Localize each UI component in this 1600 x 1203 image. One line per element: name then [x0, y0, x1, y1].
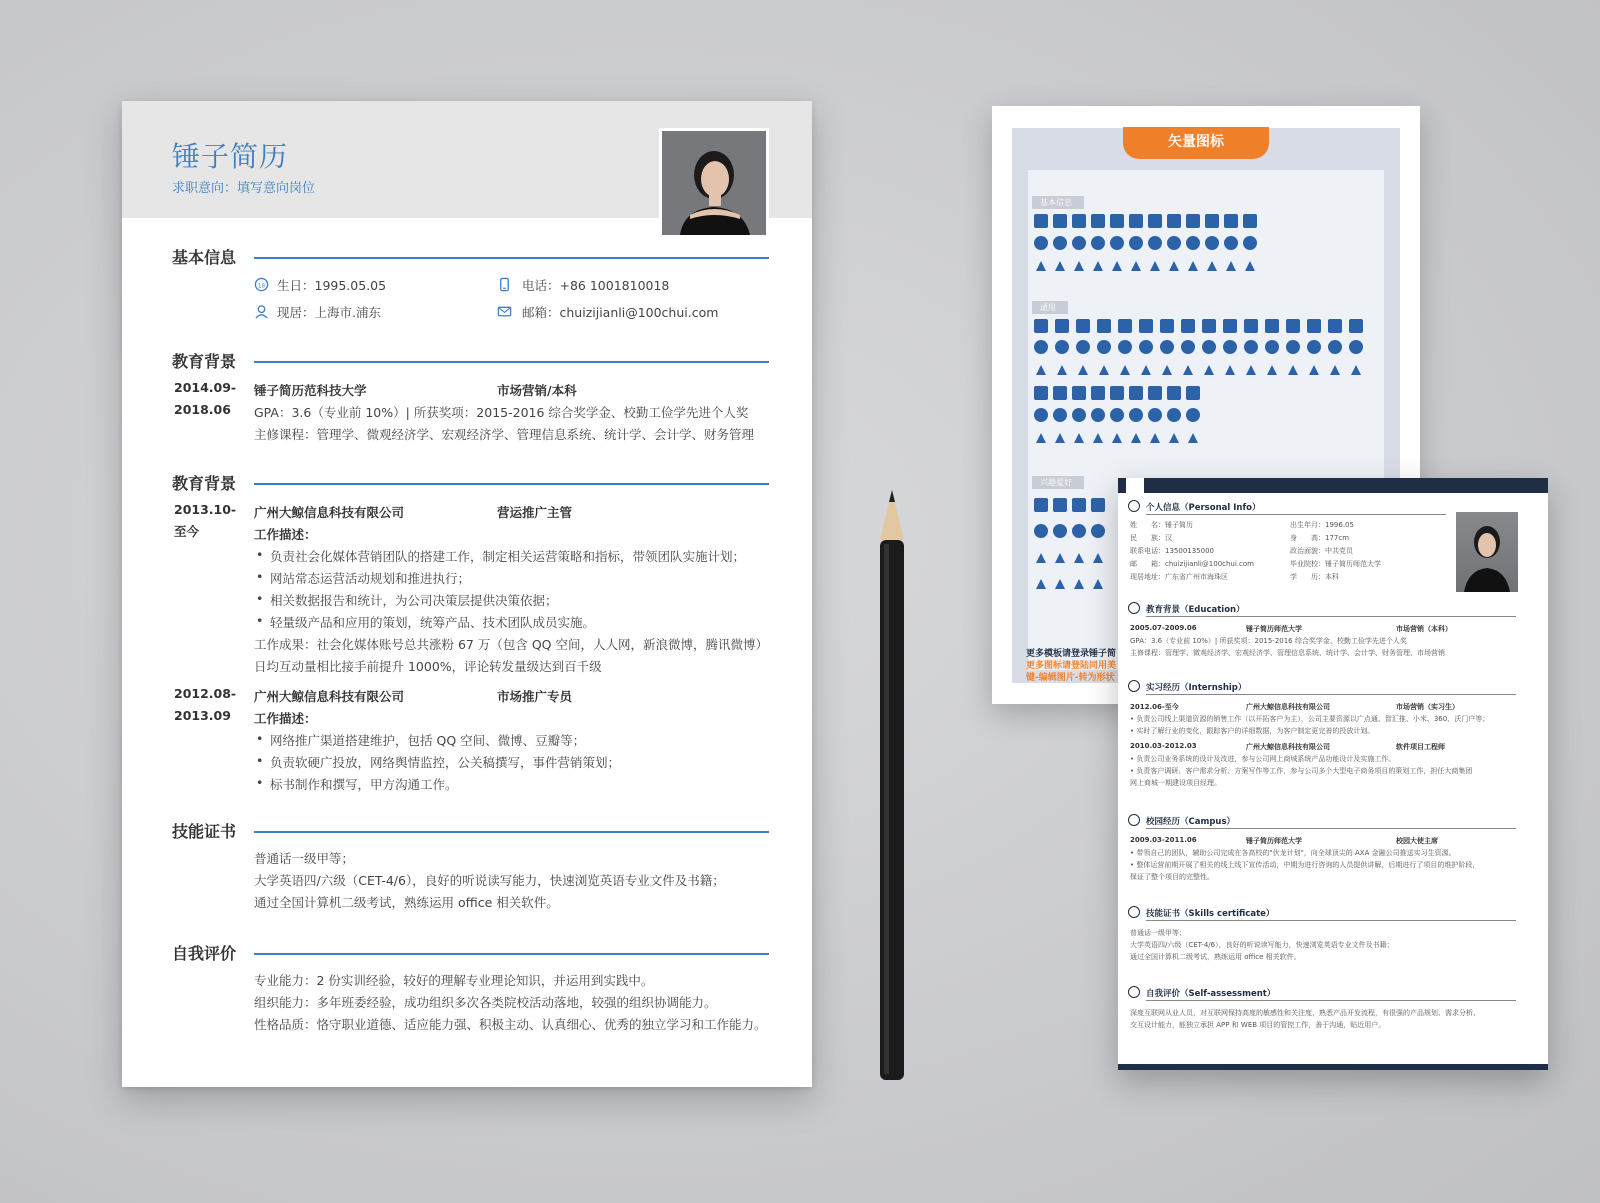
- template-icon: [1167, 408, 1181, 422]
- mini-info: 邮 箱：chuizijianli@100chui.com: [1130, 560, 1254, 568]
- birthday-text: 生日：1995.05.05: [277, 278, 387, 293]
- template-icon: [1053, 430, 1067, 444]
- section-divider: [254, 361, 769, 363]
- section-divider: [254, 483, 769, 485]
- template-icon: [1160, 362, 1174, 376]
- template-icon: [1186, 214, 1200, 228]
- template-icon: [1053, 258, 1067, 272]
- mini-date: 2005.07-2009.06: [1130, 624, 1197, 632]
- job2-bullet: • 网络推广渠道搭建维护，包括 QQ 空间、微博、豆瓣等；: [270, 731, 585, 749]
- template-icon: [1224, 258, 1238, 272]
- template-icon: [1202, 340, 1216, 354]
- template-icon: [1286, 340, 1300, 354]
- template-icon: [1091, 550, 1105, 564]
- birthday-icon: [254, 277, 269, 292]
- template-icon: [1148, 408, 1162, 422]
- template-icon: [1307, 362, 1321, 376]
- mini-divider: [1146, 920, 1516, 921]
- internship-icon: [1128, 680, 1140, 692]
- template-icon: [1265, 340, 1279, 354]
- template-icon: [1286, 362, 1300, 376]
- template-icon: [1034, 408, 1048, 422]
- template-icon: [1076, 319, 1090, 333]
- template-icon: [1181, 319, 1195, 333]
- template-icon: [1202, 362, 1216, 376]
- mini-divider: [1146, 828, 1516, 829]
- mini-info: 身 高：177cm: [1290, 534, 1350, 542]
- template-icon: [1223, 362, 1237, 376]
- icon-group-label: 通用: [1032, 301, 1068, 314]
- template-icon: [1160, 319, 1174, 333]
- template-icon: [1034, 258, 1048, 272]
- residence-text: 现居：上海市.浦东: [277, 305, 381, 320]
- mini-divider: [1146, 616, 1516, 617]
- job1-company: 广州大鲸信息科技有限公司: [254, 505, 405, 520]
- template-icon: [1139, 362, 1153, 376]
- template-icon: [1160, 340, 1174, 354]
- campus-icon: [1128, 814, 1140, 826]
- job-intent: 求职意向：填写意向岗位: [172, 181, 316, 196]
- template-icon: [1072, 258, 1086, 272]
- template-icon: [1181, 362, 1195, 376]
- mini-date: 2010.03-2012.03: [1130, 742, 1197, 750]
- mini-divider: [1146, 1000, 1516, 1001]
- skill-line: 通过全国计算机二级考试，熟练运用 office 相关软件。: [254, 895, 559, 910]
- template-icon: [1307, 340, 1321, 354]
- template-icon: [1034, 430, 1048, 444]
- template-icon: [1053, 524, 1067, 538]
- skills-icon: [1128, 906, 1140, 918]
- template-icon: [1139, 340, 1153, 354]
- template-icon: [1053, 236, 1067, 250]
- template-icon: [1186, 408, 1200, 422]
- edu-gpa: GPA：3.6（专业前 10%）| 所获奖项：2015-2016 综合奖学金、校勤工俭学先进个人奖: [254, 405, 749, 420]
- self-line: 性格品质：恪守职业道德、适应能力强、积极主动、认真细心、优秀的独立学习和工作能力。: [254, 1017, 767, 1032]
- template-icon: [1097, 319, 1111, 333]
- template-icon: [1118, 340, 1132, 354]
- template-icon: [1034, 386, 1048, 400]
- template-icon: [1328, 319, 1342, 333]
- job1-bullet: • 网站常态运营活动规划和推进执行；: [270, 569, 470, 587]
- template-icon: [1148, 258, 1162, 272]
- template-icon: [1286, 319, 1300, 333]
- job2-date-end: 2013.09: [174, 708, 231, 723]
- mini-section-personal: 个人信息（Personal Info）: [1146, 503, 1261, 513]
- template-icon: [1091, 214, 1105, 228]
- template-icon: [1072, 576, 1086, 590]
- mini-info: 姓 名：锤子简历: [1130, 521, 1193, 529]
- mini-school: 锤子简历师范大学: [1246, 837, 1302, 845]
- mini-text: • 整体运营前期开展了相关的线上线下宣传活动，中期为进行咨询的人员提供讲解，后期进行了项目的维护阶段，: [1130, 861, 1480, 869]
- template-icon: [1129, 408, 1143, 422]
- promo-text: 更多图标请登陆同用美: [1026, 661, 1117, 671]
- job1-bullet: • 负责社会化媒体营销团队的搭建工作，制定相关运营策略和指标，带领团队实施计划；: [270, 547, 745, 565]
- template-icon: [1072, 408, 1086, 422]
- job2-position: 市场推广专员: [497, 689, 573, 704]
- skill-line: 普通话一级甲等；: [254, 851, 355, 866]
- template-icon: [1097, 340, 1111, 354]
- template-icon: [1072, 498, 1086, 512]
- template-icon: [1349, 340, 1363, 354]
- template-icon: [1034, 498, 1048, 512]
- template-icon: [1097, 362, 1111, 376]
- template-icon: [1091, 258, 1105, 272]
- mini-text: 网上商城一期建设项目经理。: [1130, 779, 1221, 787]
- template-icon: [1328, 340, 1342, 354]
- promo-text: 键-编辑图片-转为形状: [1026, 673, 1115, 683]
- phone-icon: [497, 277, 512, 292]
- template-icon: [1186, 430, 1200, 444]
- self-line: 专业能力：2 份实训经验，较好的理解专业理论知识，并运用到实践中。: [254, 973, 654, 988]
- template-icon: [1034, 576, 1048, 590]
- mini-text: • 负责公司线上渠道资源的销售工作（以开拓客户为主），公司主要资源以广点通、智汇推、小米、360、沃门户等；: [1130, 715, 1490, 723]
- job1-result: 工作成果：社会化媒体账号总共涨粉 67 万（包含 QQ 空间，人人网，新浪微博，腾讯微博）: [254, 637, 768, 652]
- template-icon: [1110, 430, 1124, 444]
- education-icon: [1128, 602, 1140, 614]
- mini-text: 交互设计能力，能独立承担 APP 和 WEB 项目的管控工作，善于沟通，贴近用户。: [1130, 1021, 1386, 1029]
- job2-date-start: 2012.08-: [174, 686, 237, 701]
- promo-text: 更多模板请登录锤子简: [1026, 649, 1117, 659]
- template-icon: [1129, 236, 1143, 250]
- mini-divider: [1146, 514, 1446, 515]
- location-icon: [254, 304, 269, 319]
- edu-date-start: 2014.09-: [174, 380, 237, 395]
- job2-company: 广州大鲸信息科技有限公司: [254, 689, 405, 704]
- template-icon: [1244, 319, 1258, 333]
- vector-icons-tab: 矢量图标: [1123, 127, 1269, 159]
- template-icon: [1072, 236, 1086, 250]
- template-icon: [1053, 498, 1067, 512]
- mini-text: GPA：3.6（专业前 10%）| 所获奖项：2015-2016 综合奖学金、校勤工俭学先进个人奖: [1130, 637, 1407, 645]
- template-icon: [1243, 214, 1257, 228]
- template-icon: [1053, 408, 1067, 422]
- template-icon: [1091, 236, 1105, 250]
- template-icon: [1328, 362, 1342, 376]
- mini-text: 深度互联网从业人员，对互联网保持高度的敏感性和关注度，熟悉产品开发流程，有很强的产品规划、需求分析、: [1130, 1009, 1480, 1017]
- mini-text: • 带领自己的团队，辅助公司完成在各高校的"伏龙计划"，向全球顶尖的 AXA 金融公司推送实习生资源。: [1130, 849, 1456, 857]
- template-icon: [1129, 430, 1143, 444]
- mini-section-intern: 实习经历（Internship）: [1146, 683, 1247, 693]
- mini-profile-photo: [1456, 512, 1518, 592]
- mini-resume-card: [1118, 478, 1548, 1070]
- mini-text: 大学英语四/六级（CET-4/6），良好的听说读写能力，快速浏览英语专业文件及书籍；: [1130, 941, 1394, 949]
- template-icon: [1202, 319, 1216, 333]
- template-icon: [1223, 319, 1237, 333]
- template-icon: [1205, 214, 1219, 228]
- mini-info: 学 历：本科: [1290, 573, 1339, 581]
- section-title-education: 教育背景: [172, 352, 237, 371]
- template-icon: [1224, 236, 1238, 250]
- template-icon: [1034, 550, 1048, 564]
- self-assessment-icon: [1128, 986, 1140, 998]
- template-icon: [1034, 340, 1048, 354]
- mini-text: • 负责公司业务系统的设计及改进，参与公司网上商城系统产品功能设计及实施工作。: [1130, 755, 1396, 763]
- mini-topbar: [1118, 478, 1548, 493]
- email-icon: [497, 304, 512, 319]
- template-icon: [1053, 550, 1067, 564]
- job1-bullet: • 轻量级产品和应用的策划，统筹产品、技术团队成员实施。: [270, 613, 595, 631]
- template-icon: [1110, 386, 1124, 400]
- template-icon: [1055, 319, 1069, 333]
- job1-date-end: 至今: [174, 524, 200, 539]
- mini-text: • 负责客户调研、客户需求分析、方案写作等工作，参与公司多个大型电子商务项目的策划工作，担任大商集团: [1130, 767, 1473, 775]
- icon-group-label: 兴趣爱好: [1032, 476, 1084, 489]
- mini-info: 出生年月：1996.05: [1290, 521, 1354, 529]
- job1-bullet: • 相关数据报告和统计，为公司决策层提供决策依据；: [270, 591, 558, 609]
- edu-major: 市场营销/本科: [497, 383, 577, 398]
- template-icon: [1055, 340, 1069, 354]
- template-icon: [1034, 524, 1048, 538]
- template-icon: [1349, 319, 1363, 333]
- mini-position: 校园大使主席: [1396, 837, 1438, 845]
- mini-text: 通过全国计算机二级考试，熟练运用 office 相关软件。: [1130, 953, 1301, 961]
- main-resume-page: [122, 101, 812, 1087]
- mini-section-skills: 技能证书（Skills certificate）: [1146, 909, 1275, 919]
- section-title-basic: 基本信息: [172, 248, 237, 267]
- mini-section-education: 教育背景（Education）: [1146, 605, 1245, 615]
- template-icon: [1034, 214, 1048, 228]
- template-icon: [1181, 340, 1195, 354]
- template-icon: [1110, 236, 1124, 250]
- template-icon: [1091, 524, 1105, 538]
- job1-desc-label: 工作描述：: [254, 527, 317, 542]
- template-icon: [1091, 498, 1105, 512]
- mini-section-self: 自我评价（Self-assessment）: [1146, 989, 1276, 999]
- template-icon: [1118, 319, 1132, 333]
- template-icon: [1091, 430, 1105, 444]
- template-icon: [1072, 214, 1086, 228]
- template-icon: [1110, 408, 1124, 422]
- template-icon: [1053, 214, 1067, 228]
- template-icon: [1091, 408, 1105, 422]
- mini-date: 2009.03-2011.06: [1130, 836, 1197, 844]
- template-icon: [1072, 550, 1086, 564]
- template-icon: [1205, 236, 1219, 250]
- job1-result: 日均互动量相比接手前提升 1000%，评论转发量级达到百千级: [254, 659, 602, 674]
- template-icon: [1186, 386, 1200, 400]
- template-icon: [1053, 576, 1067, 590]
- self-line: 组织能力：多年班委经验，成功组织多次各类院校活动落地，较强的组织协调能力。: [254, 995, 717, 1010]
- mini-text: • 实时了解行业的变化，跟踪客户的详细数据，为客户制定更完善的投放计划。: [1130, 727, 1375, 735]
- edu-courses: 主修课程：管理学、微观经济学、宏观经济学、管理信息系统、统计学、会计学、财务管理: [254, 427, 755, 442]
- section-divider: [254, 953, 769, 955]
- template-icon: [1139, 319, 1153, 333]
- template-icon: [1034, 319, 1048, 333]
- mini-position: 市场营销（实习生）: [1396, 703, 1459, 711]
- template-icon: [1265, 362, 1279, 376]
- mini-position: 软件项目工程师: [1396, 743, 1445, 751]
- mini-section-campus: 校园经历（Campus）: [1146, 817, 1236, 827]
- template-icon: [1072, 386, 1086, 400]
- template-icon: [1224, 214, 1238, 228]
- mini-school: 锤子简历师范大学: [1246, 625, 1302, 633]
- template-icon: [1110, 258, 1124, 272]
- personal-icon: [1128, 500, 1140, 512]
- job2-bullet: • 标书制作和撰写，甲方沟通工作。: [270, 775, 458, 793]
- template-icon: [1129, 258, 1143, 272]
- template-icon: [1129, 214, 1143, 228]
- job1-position: 营运推广主管: [497, 505, 573, 520]
- template-icon: [1091, 576, 1105, 590]
- template-icon: [1205, 258, 1219, 272]
- template-icon: [1076, 340, 1090, 354]
- mini-company: 广州大鲸信息科技有限公司: [1246, 743, 1330, 751]
- template-icon: [1307, 319, 1321, 333]
- template-icon: [1148, 214, 1162, 228]
- job1-date-start: 2013.10-: [174, 502, 237, 517]
- resume-name: 锤子简历: [172, 140, 289, 173]
- edu-date-end: 2018.06: [174, 402, 231, 417]
- template-icon: [1186, 258, 1200, 272]
- template-icon: [1034, 236, 1048, 250]
- section-divider: [254, 257, 769, 259]
- template-icon: [1167, 214, 1181, 228]
- mini-bottombar: [1118, 1064, 1548, 1070]
- email-text: 邮箱：chuizijianli@100chui.com: [522, 305, 719, 320]
- job2-bullet: • 负责软硬广投放，网络舆情监控，公关稿撰写，事件营销策划；: [270, 753, 620, 771]
- mini-info: 政治面貌：中共党员: [1290, 547, 1353, 555]
- template-icon: [1053, 386, 1067, 400]
- template-icon: [1167, 430, 1181, 444]
- template-icon: [1243, 258, 1257, 272]
- template-icon: [1349, 362, 1363, 376]
- icon-group-label: 基本信息: [1032, 196, 1084, 209]
- template-icon: [1148, 236, 1162, 250]
- template-icon: [1110, 214, 1124, 228]
- template-icon: [1072, 430, 1086, 444]
- template-icon: [1244, 340, 1258, 354]
- mini-text: 保证了整个项目的完整性。: [1130, 873, 1214, 881]
- job2-desc-label: 工作描述：: [254, 711, 317, 726]
- section-title-work: 教育背景: [172, 474, 237, 493]
- section-divider: [254, 831, 769, 833]
- mini-info: 现居地址：广东省广州市海珠区: [1130, 573, 1228, 581]
- template-icon: [1072, 524, 1086, 538]
- section-title-skills: 技能证书: [172, 822, 237, 841]
- mini-company: 广州大鲸信息科技有限公司: [1246, 703, 1330, 711]
- skill-line: 大学英语四/六级（CET-4/6），良好的听说读写能力，快速浏览英语专业文件及书籍；: [254, 873, 725, 888]
- template-icon: [1265, 319, 1279, 333]
- template-icon: [1223, 340, 1237, 354]
- template-icon: [1091, 386, 1105, 400]
- profile-photo: [659, 128, 769, 238]
- mini-divider: [1146, 694, 1516, 695]
- section-title-self: 自我评价: [172, 944, 237, 963]
- template-icon: [1186, 236, 1200, 250]
- mini-info: 民 族：汉: [1130, 534, 1172, 542]
- template-icon: [1148, 386, 1162, 400]
- mini-info: 联系电话：13500135000: [1130, 547, 1214, 555]
- template-icon: [1076, 362, 1090, 376]
- mini-text: 主修课程：管理学、微观经济学、宏观经济学、管理信息系统、统计学、会计学、财务管理、市场营销: [1130, 649, 1445, 657]
- template-icon: [1055, 362, 1069, 376]
- template-icon: [1148, 430, 1162, 444]
- template-icon: [1167, 236, 1181, 250]
- mini-info: 毕业院校：锤子简历师范大学: [1290, 560, 1381, 568]
- template-icon: [1243, 236, 1257, 250]
- phone-text: 电话：+86 1001810018: [522, 278, 670, 293]
- template-icon: [1244, 362, 1258, 376]
- template-icon: [1129, 386, 1143, 400]
- edu-school: 锤子简历范科技大学: [254, 383, 367, 398]
- mini-major: 市场营销（本科）: [1396, 625, 1452, 633]
- mini-date: 2012.06-至今: [1130, 703, 1179, 711]
- template-icon: [1167, 386, 1181, 400]
- template-icon: [1118, 362, 1132, 376]
- svg-text:18: 18: [257, 283, 266, 290]
- template-icon: [1034, 362, 1048, 376]
- mini-text: 普通话一级甲等；: [1130, 929, 1186, 937]
- template-icon: [1167, 258, 1181, 272]
